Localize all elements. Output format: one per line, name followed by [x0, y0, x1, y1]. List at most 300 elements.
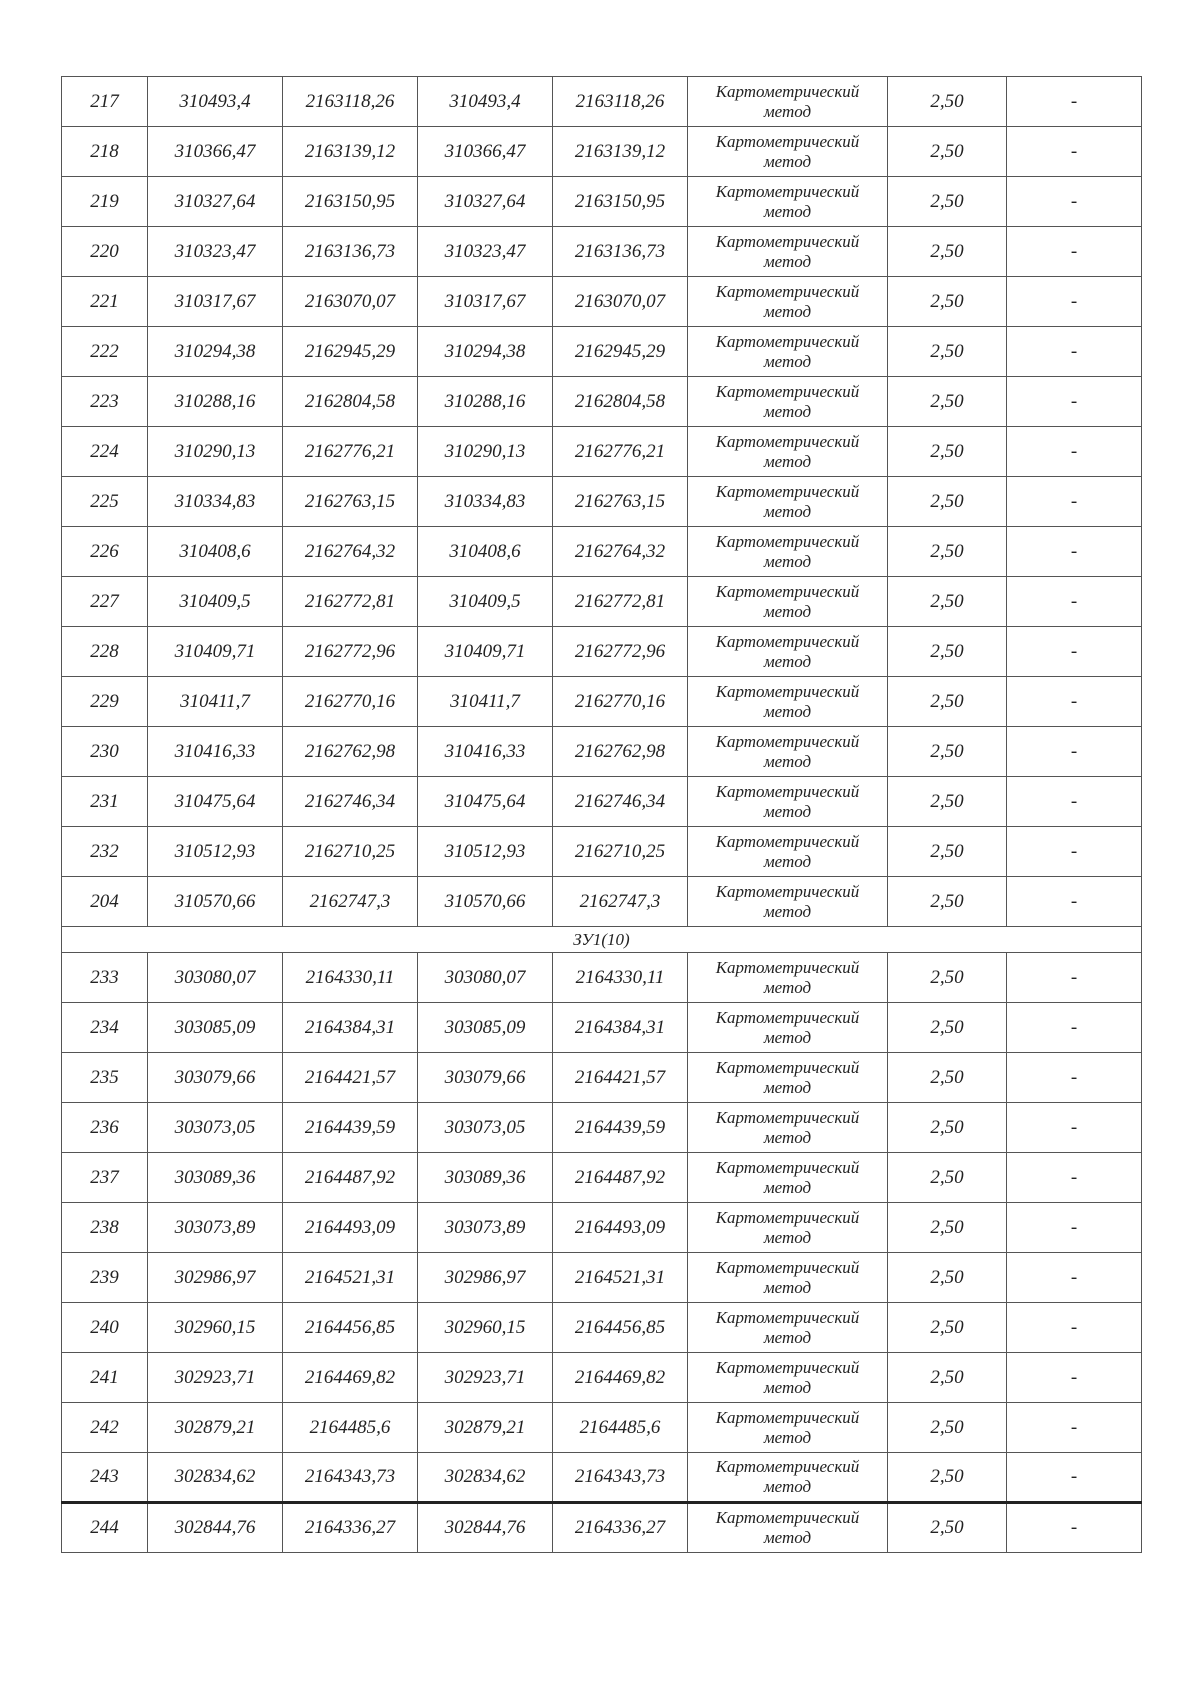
- table-row: [62, 1253, 1142, 1303]
- table-row: [62, 127, 1142, 177]
- method-line-2: метод: [763, 251, 812, 271]
- coordinates-table-body: [62, 77, 1142, 1553]
- x-specified-cell: 310493,4: [418, 77, 553, 127]
- accuracy-cell: 2,50: [888, 177, 1007, 227]
- method-cell: [688, 577, 888, 627]
- accuracy-cell: 2,50: [888, 277, 1007, 327]
- method-line-2: метод: [763, 301, 812, 321]
- x-existing-cell: 302986,97: [148, 1253, 283, 1303]
- x-specified-cell: 310366,47: [418, 127, 553, 177]
- x-existing-cell: 302834,62: [148, 1453, 283, 1503]
- point-number-cell: 221: [62, 277, 148, 327]
- x-specified-cell: 310323,47: [418, 227, 553, 277]
- method-line-1: Картометрический: [715, 181, 860, 201]
- x-specified-cell: 310290,13: [418, 427, 553, 477]
- x-specified-cell: 310408,6: [418, 527, 553, 577]
- y-existing-cell: 2164485,6: [283, 1403, 418, 1453]
- method-line-1: Картометрический: [715, 1407, 860, 1427]
- x-existing-cell: 302960,15: [148, 1303, 283, 1353]
- y-specified-cell: 2164485,6: [553, 1403, 688, 1453]
- y-specified-cell: 2164487,92: [553, 1153, 688, 1203]
- method-cell: [688, 1503, 888, 1553]
- table-row: [62, 953, 1142, 1003]
- method-cell: [688, 77, 888, 127]
- x-specified-cell: 303089,36: [418, 1153, 553, 1203]
- method-cell: [688, 1403, 888, 1453]
- note-cell: -: [1007, 1053, 1142, 1103]
- point-number-cell: 242: [62, 1403, 148, 1453]
- x-existing-cell: 310294,38: [148, 327, 283, 377]
- point-number-cell: 241: [62, 1353, 148, 1403]
- x-specified-cell: 310334,83: [418, 477, 553, 527]
- method-cell: [688, 377, 888, 427]
- method-line-2: метод: [763, 977, 812, 997]
- method-line-2: метод: [763, 651, 812, 671]
- y-specified-cell: 2162776,21: [553, 427, 688, 477]
- y-existing-cell: 2164469,82: [283, 1353, 418, 1403]
- x-existing-cell: 310408,6: [148, 527, 283, 577]
- x-specified-cell: 303073,05: [418, 1103, 553, 1153]
- x-specified-cell: 310416,33: [418, 727, 553, 777]
- accuracy-cell: 2,50: [888, 1003, 1007, 1053]
- y-specified-cell: 2164336,27: [553, 1503, 688, 1553]
- note-cell: -: [1007, 1003, 1142, 1053]
- x-existing-cell: 303073,05: [148, 1103, 283, 1153]
- table-row: [62, 1003, 1142, 1053]
- table-row: [62, 1103, 1142, 1153]
- method-cell: [688, 177, 888, 227]
- method-line-2: метод: [763, 1177, 812, 1197]
- point-number-cell: 223: [62, 377, 148, 427]
- table-row: [62, 777, 1142, 827]
- table-row: [62, 1153, 1142, 1203]
- table-row: [62, 77, 1142, 127]
- note-cell: -: [1007, 727, 1142, 777]
- y-existing-cell: 2162770,16: [283, 677, 418, 727]
- x-specified-cell: 310317,67: [418, 277, 553, 327]
- x-specified-cell: 310327,64: [418, 177, 553, 227]
- x-specified-cell: 310512,93: [418, 827, 553, 877]
- y-existing-cell: 2164439,59: [283, 1103, 418, 1153]
- point-number-cell: 243: [62, 1453, 148, 1503]
- y-specified-cell: 2162772,96: [553, 627, 688, 677]
- point-number-cell: 236: [62, 1103, 148, 1153]
- y-existing-cell: 2162710,25: [283, 827, 418, 877]
- method-line-1: Картометрический: [715, 131, 860, 151]
- x-existing-cell: 303079,66: [148, 1053, 283, 1103]
- table-row: [62, 377, 1142, 427]
- method-line-2: метод: [763, 701, 812, 721]
- x-existing-cell: 310327,64: [148, 177, 283, 227]
- y-specified-cell: 2163118,26: [553, 77, 688, 127]
- accuracy-cell: 2,50: [888, 727, 1007, 777]
- note-cell: -: [1007, 777, 1142, 827]
- y-existing-cell: 2162764,32: [283, 527, 418, 577]
- method-line-2: метод: [763, 751, 812, 771]
- accuracy-cell: 2,50: [888, 777, 1007, 827]
- note-cell: -: [1007, 277, 1142, 327]
- x-existing-cell: 310512,93: [148, 827, 283, 877]
- table-row: [62, 727, 1142, 777]
- note-cell: -: [1007, 477, 1142, 527]
- point-number-cell: 239: [62, 1253, 148, 1303]
- method-line-2: метод: [763, 1127, 812, 1147]
- table-row: [62, 277, 1142, 327]
- note-cell: -: [1007, 177, 1142, 227]
- y-existing-cell: 2164456,85: [283, 1303, 418, 1353]
- accuracy-cell: 2,50: [888, 1253, 1007, 1303]
- method-cell: [688, 327, 888, 377]
- method-line-1: Картометрический: [715, 1257, 860, 1277]
- table-row: [62, 827, 1142, 877]
- point-number-cell: 232: [62, 827, 148, 877]
- accuracy-cell: 2,50: [888, 1053, 1007, 1103]
- y-specified-cell: 2163136,73: [553, 227, 688, 277]
- note-cell: -: [1007, 953, 1142, 1003]
- method-cell: [688, 827, 888, 877]
- method-line-2: метод: [763, 901, 812, 921]
- method-line-1: Картометрический: [715, 481, 860, 501]
- table-row: [62, 1053, 1142, 1103]
- method-cell: [688, 953, 888, 1003]
- note-cell: -: [1007, 427, 1142, 477]
- method-line-1: Картометрический: [715, 831, 860, 851]
- note-cell: -: [1007, 127, 1142, 177]
- x-specified-cell: 303079,66: [418, 1053, 553, 1103]
- x-existing-cell: 302844,76: [148, 1503, 283, 1553]
- table-row: [62, 1453, 1142, 1503]
- point-number-cell: 222: [62, 327, 148, 377]
- point-number-cell: 224: [62, 427, 148, 477]
- y-existing-cell: 2164343,73: [283, 1453, 418, 1503]
- point-number-cell: 238: [62, 1203, 148, 1253]
- method-line-1: Картометрический: [715, 1107, 860, 1127]
- table-row: [62, 427, 1142, 477]
- y-specified-cell: 2164493,09: [553, 1203, 688, 1253]
- y-specified-cell: 2162804,58: [553, 377, 688, 427]
- accuracy-cell: 2,50: [888, 877, 1007, 927]
- y-specified-cell: 2164384,31: [553, 1003, 688, 1053]
- y-specified-cell: 2163139,12: [553, 127, 688, 177]
- method-line-1: Картометрический: [715, 431, 860, 451]
- note-cell: -: [1007, 1103, 1142, 1153]
- method-cell: [688, 1453, 888, 1503]
- x-existing-cell: 303080,07: [148, 953, 283, 1003]
- method-line-2: метод: [763, 851, 812, 871]
- method-line-1: Картометрический: [715, 1057, 860, 1077]
- y-specified-cell: 2164456,85: [553, 1303, 688, 1353]
- point-number-cell: 244: [62, 1503, 148, 1553]
- y-existing-cell: 2164493,09: [283, 1203, 418, 1253]
- table-row: [62, 177, 1142, 227]
- method-cell: [688, 527, 888, 577]
- y-existing-cell: 2162763,15: [283, 477, 418, 527]
- accuracy-cell: 2,50: [888, 677, 1007, 727]
- method-line-1: Картометрический: [715, 681, 860, 701]
- x-specified-cell: 310475,64: [418, 777, 553, 827]
- x-specified-cell: 302986,97: [418, 1253, 553, 1303]
- method-cell: [688, 227, 888, 277]
- method-line-2: метод: [763, 801, 812, 821]
- method-line-2: метод: [763, 1077, 812, 1097]
- note-cell: -: [1007, 1353, 1142, 1403]
- accuracy-cell: 2,50: [888, 953, 1007, 1003]
- y-existing-cell: 2164421,57: [283, 1053, 418, 1103]
- y-existing-cell: 2162747,3: [283, 877, 418, 927]
- method-line-2: метод: [763, 151, 812, 171]
- table-row: [62, 627, 1142, 677]
- method-line-2: метод: [763, 351, 812, 371]
- method-line-1: Картометрический: [715, 1307, 860, 1327]
- note-cell: -: [1007, 327, 1142, 377]
- method-line-1: Картометрический: [715, 1207, 860, 1227]
- accuracy-cell: 2,50: [888, 1503, 1007, 1553]
- note-cell: -: [1007, 1503, 1142, 1553]
- y-specified-cell: 2164330,11: [553, 953, 688, 1003]
- note-cell: -: [1007, 1253, 1142, 1303]
- accuracy-cell: 2,50: [888, 1203, 1007, 1253]
- point-number-cell: 218: [62, 127, 148, 177]
- x-existing-cell: 310288,16: [148, 377, 283, 427]
- y-specified-cell: 2162762,98: [553, 727, 688, 777]
- table-row: [62, 1203, 1142, 1253]
- point-number-cell: 234: [62, 1003, 148, 1053]
- method-cell: [688, 727, 888, 777]
- x-existing-cell: 310493,4: [148, 77, 283, 127]
- x-existing-cell: 310317,67: [148, 277, 283, 327]
- point-number-cell: 228: [62, 627, 148, 677]
- method-line-1: Картометрический: [715, 1357, 860, 1377]
- x-existing-cell: 310475,64: [148, 777, 283, 827]
- note-cell: -: [1007, 377, 1142, 427]
- y-specified-cell: 2164521,31: [553, 1253, 688, 1303]
- point-number-cell: 220: [62, 227, 148, 277]
- accuracy-cell: 2,50: [888, 1403, 1007, 1453]
- y-existing-cell: 2163118,26: [283, 77, 418, 127]
- point-number-cell: 231: [62, 777, 148, 827]
- method-line-2: метод: [763, 101, 812, 121]
- method-cell: [688, 777, 888, 827]
- accuracy-cell: 2,50: [888, 477, 1007, 527]
- table-row: [62, 1503, 1142, 1553]
- accuracy-cell: 2,50: [888, 627, 1007, 677]
- x-specified-cell: 303080,07: [418, 953, 553, 1003]
- method-cell: [688, 127, 888, 177]
- method-line-2: метод: [763, 601, 812, 621]
- y-specified-cell: 2164469,82: [553, 1353, 688, 1403]
- y-existing-cell: 2163136,73: [283, 227, 418, 277]
- accuracy-cell: 2,50: [888, 227, 1007, 277]
- accuracy-cell: 2,50: [888, 827, 1007, 877]
- x-specified-cell: 310294,38: [418, 327, 553, 377]
- table-row: [62, 577, 1142, 627]
- x-specified-cell: 310409,71: [418, 627, 553, 677]
- point-number-cell: 219: [62, 177, 148, 227]
- note-cell: -: [1007, 1403, 1142, 1453]
- table-row: [62, 227, 1142, 277]
- y-existing-cell: 2163070,07: [283, 277, 418, 327]
- table-row: [62, 677, 1142, 727]
- accuracy-cell: 2,50: [888, 77, 1007, 127]
- accuracy-cell: 2,50: [888, 1153, 1007, 1203]
- table-row: [62, 527, 1142, 577]
- method-line-2: метод: [763, 551, 812, 571]
- y-existing-cell: 2162776,21: [283, 427, 418, 477]
- method-line-2: метод: [763, 1477, 812, 1496]
- method-line-1: Картометрический: [715, 1508, 860, 1527]
- y-existing-cell: 2162804,58: [283, 377, 418, 427]
- note-cell: -: [1007, 77, 1142, 127]
- note-cell: -: [1007, 1153, 1142, 1203]
- y-specified-cell: 2164421,57: [553, 1053, 688, 1103]
- x-specified-cell: 303085,09: [418, 1003, 553, 1053]
- accuracy-cell: 2,50: [888, 527, 1007, 577]
- method-cell: [688, 1253, 888, 1303]
- method-line-2: метод: [763, 1377, 812, 1397]
- section-title: ЗУ1(10): [62, 927, 1142, 953]
- point-number-cell: 226: [62, 527, 148, 577]
- point-number-cell: 237: [62, 1153, 148, 1203]
- note-cell: -: [1007, 1203, 1142, 1253]
- y-existing-cell: 2164330,11: [283, 953, 418, 1003]
- coordinates-table: [61, 76, 1142, 1553]
- accuracy-cell: 2,50: [888, 1353, 1007, 1403]
- y-existing-cell: 2162772,81: [283, 577, 418, 627]
- y-specified-cell: 2162763,15: [553, 477, 688, 527]
- method-line-1: Картометрический: [715, 1457, 860, 1476]
- method-cell: [688, 1203, 888, 1253]
- y-existing-cell: 2163139,12: [283, 127, 418, 177]
- x-existing-cell: 310409,71: [148, 627, 283, 677]
- method-cell: [688, 1003, 888, 1053]
- method-line-1: Картометрический: [715, 1157, 860, 1177]
- method-cell: [688, 1153, 888, 1203]
- point-number-cell: 229: [62, 677, 148, 727]
- table-row: [62, 1303, 1142, 1353]
- point-number-cell: 217: [62, 77, 148, 127]
- x-specified-cell: 310288,16: [418, 377, 553, 427]
- point-number-cell: 240: [62, 1303, 148, 1353]
- accuracy-cell: 2,50: [888, 377, 1007, 427]
- y-specified-cell: 2163070,07: [553, 277, 688, 327]
- point-number-cell: 230: [62, 727, 148, 777]
- y-existing-cell: 2164521,31: [283, 1253, 418, 1303]
- x-existing-cell: 310570,66: [148, 877, 283, 927]
- method-cell: [688, 277, 888, 327]
- method-line-2: метод: [763, 1227, 812, 1247]
- method-line-1: Картометрический: [715, 781, 860, 801]
- y-specified-cell: 2162945,29: [553, 327, 688, 377]
- x-specified-cell: 310411,7: [418, 677, 553, 727]
- table-row: [62, 1353, 1142, 1403]
- y-specified-cell: 2162770,16: [553, 677, 688, 727]
- y-existing-cell: 2162762,98: [283, 727, 418, 777]
- section-header-row: [62, 927, 1142, 953]
- method-cell: [688, 677, 888, 727]
- point-number-cell: 227: [62, 577, 148, 627]
- method-cell: [688, 1103, 888, 1153]
- x-existing-cell: 310416,33: [148, 727, 283, 777]
- y-existing-cell: 2163150,95: [283, 177, 418, 227]
- note-cell: -: [1007, 1453, 1142, 1503]
- y-existing-cell: 2164487,92: [283, 1153, 418, 1203]
- note-cell: -: [1007, 527, 1142, 577]
- x-specified-cell: 302923,71: [418, 1353, 553, 1403]
- note-cell: -: [1007, 677, 1142, 727]
- method-line-1: Картометрический: [715, 331, 860, 351]
- method-line-2: метод: [763, 401, 812, 421]
- method-line-2: метод: [763, 201, 812, 221]
- method-line-1: Картометрический: [715, 531, 860, 551]
- accuracy-cell: 2,50: [888, 127, 1007, 177]
- method-line-1: Картометрический: [715, 881, 860, 901]
- table-row: [62, 1403, 1142, 1453]
- x-existing-cell: 310334,83: [148, 477, 283, 527]
- x-existing-cell: 310366,47: [148, 127, 283, 177]
- note-cell: -: [1007, 877, 1142, 927]
- method-line-2: метод: [763, 501, 812, 521]
- method-line-1: Картометрический: [715, 231, 860, 251]
- method-cell: [688, 1353, 888, 1403]
- method-line-1: Картометрический: [715, 1007, 860, 1027]
- accuracy-cell: 2,50: [888, 1453, 1007, 1503]
- x-specified-cell: 302879,21: [418, 1403, 553, 1453]
- note-cell: -: [1007, 577, 1142, 627]
- method-line-1: Картометрический: [715, 631, 860, 651]
- point-number-cell: 233: [62, 953, 148, 1003]
- y-specified-cell: 2164343,73: [553, 1453, 688, 1503]
- accuracy-cell: 2,50: [888, 427, 1007, 477]
- table-row: [62, 477, 1142, 527]
- y-existing-cell: 2162945,29: [283, 327, 418, 377]
- y-existing-cell: 2164384,31: [283, 1003, 418, 1053]
- method-line-1: Картометрический: [715, 81, 860, 101]
- y-specified-cell: 2163150,95: [553, 177, 688, 227]
- method-line-1: Картометрический: [715, 581, 860, 601]
- x-specified-cell: 302834,62: [418, 1453, 553, 1503]
- y-specified-cell: 2162772,81: [553, 577, 688, 627]
- x-existing-cell: 310411,7: [148, 677, 283, 727]
- x-existing-cell: 302879,21: [148, 1403, 283, 1453]
- note-cell: -: [1007, 627, 1142, 677]
- method-line-1: Картометрический: [715, 957, 860, 977]
- method-line-2: метод: [763, 1528, 812, 1547]
- x-specified-cell: 303073,89: [418, 1203, 553, 1253]
- point-number-cell: 225: [62, 477, 148, 527]
- table-row: [62, 877, 1142, 927]
- method-line-2: метод: [763, 1277, 812, 1297]
- x-specified-cell: 302844,76: [418, 1503, 553, 1553]
- y-existing-cell: 2162772,96: [283, 627, 418, 677]
- x-existing-cell: 302923,71: [148, 1353, 283, 1403]
- method-cell: [688, 627, 888, 677]
- accuracy-cell: 2,50: [888, 1103, 1007, 1153]
- x-existing-cell: 310409,5: [148, 577, 283, 627]
- method-line-2: метод: [763, 1427, 812, 1447]
- x-existing-cell: 310323,47: [148, 227, 283, 277]
- method-line-1: Картометрический: [715, 731, 860, 751]
- y-specified-cell: 2162747,3: [553, 877, 688, 927]
- method-cell: [688, 877, 888, 927]
- note-cell: -: [1007, 827, 1142, 877]
- x-specified-cell: 310409,5: [418, 577, 553, 627]
- point-number-cell: 204: [62, 877, 148, 927]
- point-number-cell: 235: [62, 1053, 148, 1103]
- x-specified-cell: 302960,15: [418, 1303, 553, 1353]
- note-cell: -: [1007, 1303, 1142, 1353]
- method-line-2: метод: [763, 1027, 812, 1047]
- method-line-2: метод: [763, 1327, 812, 1347]
